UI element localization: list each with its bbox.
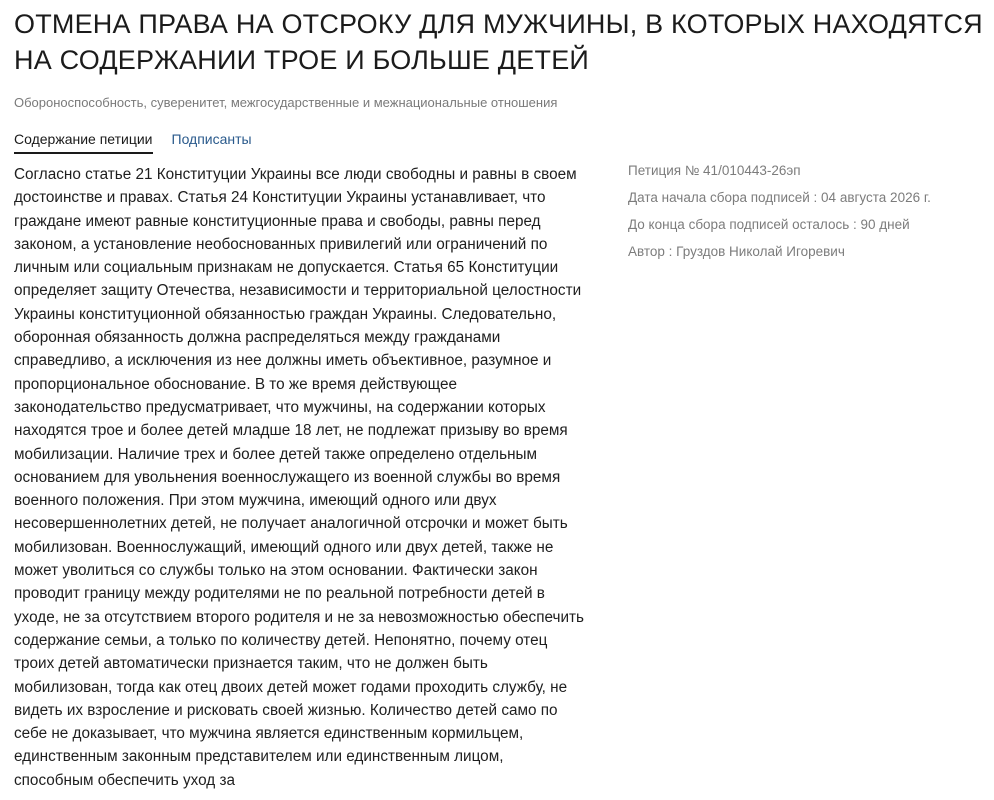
tab-content[interactable]: Содержание петиции xyxy=(14,128,153,154)
tab-signers[interactable]: Подписанты xyxy=(171,131,252,147)
petition-author: Автор : Груздов Николай Игоревич xyxy=(628,244,845,259)
start-date: Дата начала сбора подписей : 04 августа 2026 г. xyxy=(628,190,931,205)
petition-meta xyxy=(628,162,988,270)
petition-category: Обороноспособность, суверенитет, межгосударственные и межнациональные отношения xyxy=(14,95,558,110)
petition-text: Согласно статье 21 Конституции Украины все люди свободны и равны в своем достоинстве и правах. Статья 24 Конституции Украины устанавливает, что граждане имеют равные конституционные права и свободы, равны перед законом, а установление необоснованных привилегий или ограничений по личным или социальным признакам не допускается. Статья 65 Конституции определяет защиту Отечества, независимости и территориальной целостности Украины конституционной обязанностью граждан Украины. Следовательно, оборонная обязанность должна распределяться между гражданами справедливо, а исключения из нее должны иметь объективное, разумное и пропорциональное обоснование. В то же время действующее законодательство предусматривает, что мужчины, на содержании которых находятся трое и более детей младше 18 лет, не подлежат призыву во время мобилизации. Наличие трех и более детей также определено отдельным основанием для увольнения военнослужащего из военной службы во время военного положения. При этом мужчина, имеющий одного или двух несовершеннолетних детей, не получает аналогичной отсрочки и может быть мобилизован. Военнослужащий, имеющий одного или двух детей, также не может уволиться со службы только на этом основании. Фактически закон проводит границу между родителями не по реальной потребности детей в уходе, не за отсутствием второго родителя и не за невозможностью обеспечить содержание семьи, а только по количеству детей. Непонятно, почему отец троих детей автоматически признается таким, что не должен быть мобилизован, тогда как отец двоих детей может годами проходить службу, не видеть их взросление и рисковать своей жизнью. Количество детей само по себе не доказывает, что мужчина является единственным кормильцем, единственным законным представителем или единственным лицом, способным обеспечить уход за xyxy=(14,166,584,789)
petition-tabs xyxy=(14,128,271,154)
days-left: До конца сбора подписей осталось : 90 дней xyxy=(628,217,910,232)
petition-number: Петиция № 41/010443-26эп xyxy=(628,163,801,178)
page-title: ОТМЕНА ПРАВА НА ОТСРОКУ ДЛЯ МУЖЧИНЫ, В КОТОРЫХ НАХОДЯТСЯ НА СОДЕРЖАНИИ ТРОЕ И БОЛЬШЕ ДЕТЕЙ xyxy=(14,9,983,75)
